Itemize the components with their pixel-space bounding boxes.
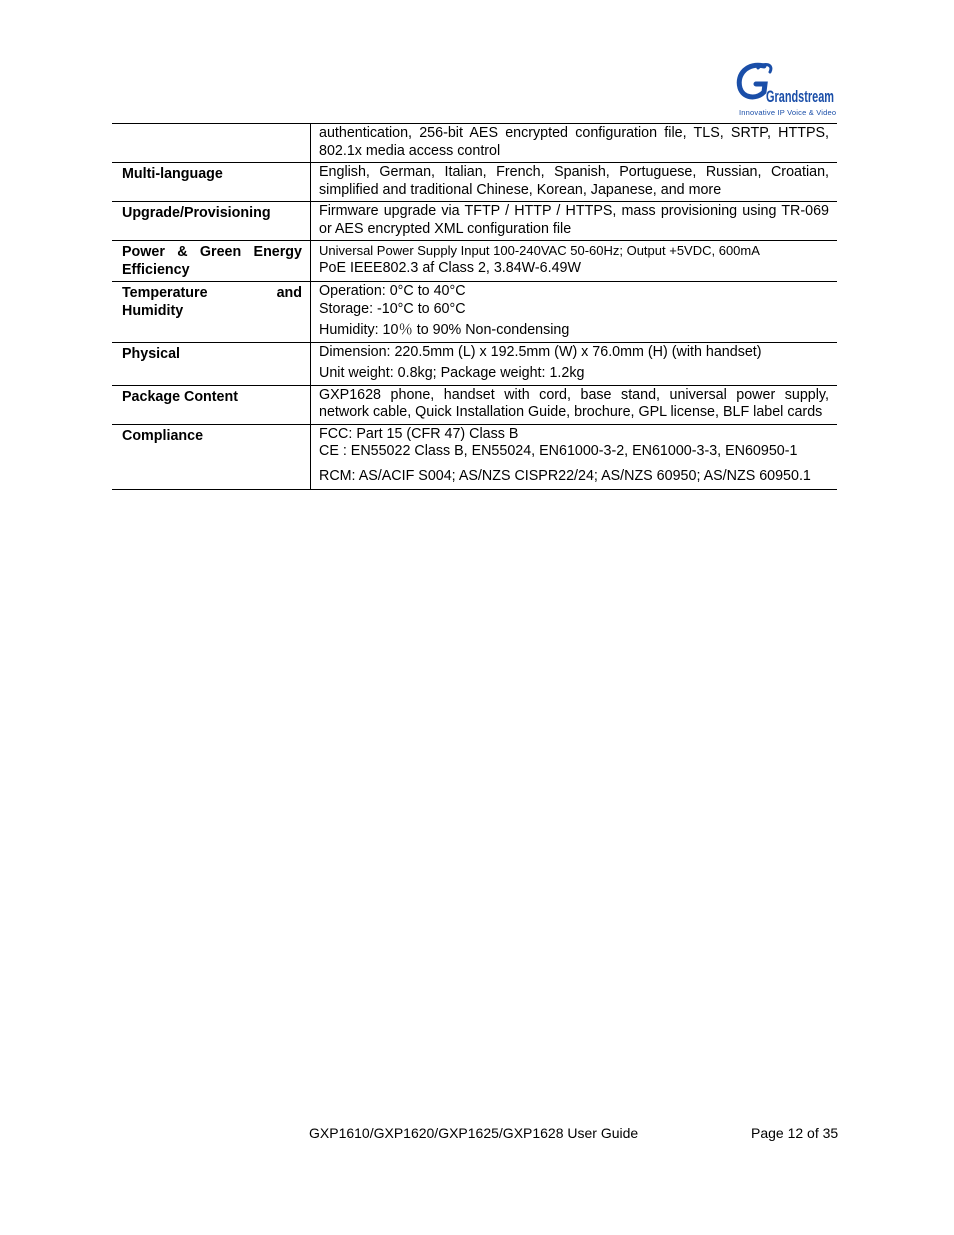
row-value: [311, 124, 838, 163]
value-line: authentication, 256-bit AES encrypted configuration file, TLS, SRTP, HTTPS, 802.1x media access control: [319, 125, 829, 159]
table-row: [112, 424, 837, 489]
value-line: Unit weight: 0.8kg; Package weight: 1.2kg: [319, 365, 585, 381]
row-label-text: Temperature and Humidity: [122, 285, 302, 319]
table-row: [112, 124, 837, 163]
grandstream-logo: [734, 60, 838, 120]
value-line: FCC: Part 15 (CFR 47) Class B: [319, 425, 519, 442]
logo-wordmark: Grandstream: [766, 87, 834, 106]
row-label-text: Power & Green Energy Efficiency: [122, 244, 302, 278]
value-line: English, German, Italian, French, Spanish, Portuguese, Russian, Croatian, simplified and traditional Chinese, Korean, Japanese, and more: [319, 164, 829, 198]
value-line: Dimension: 220.5mm (L) x 192.5mm (W) x 76.0mm (H) (with handset): [319, 343, 762, 360]
value-line: Humidity: 10％ to 90% Non-condensing: [319, 322, 570, 338]
value-line: Operation: 0°C to 40°C: [319, 283, 466, 299]
footer-page-number: Page 12 of 35: [751, 1125, 839, 1141]
row-label: [112, 282, 311, 343]
table-row: [112, 282, 837, 343]
row-value: [311, 282, 838, 343]
row-value: [311, 241, 838, 282]
value-line: Storage: -10°C to 60°C: [319, 300, 466, 317]
value-line: RCM: AS/ACIF S004; AS/NZS CISPR22/24; AS/NZS 60950; AS/NZS 60950.1: [319, 467, 811, 484]
table-row: [112, 385, 837, 424]
row-value: [311, 202, 838, 241]
row-label: [112, 124, 311, 163]
row-value: [311, 424, 838, 489]
row-label: Upgrade/Provisioning: [112, 202, 311, 241]
table-row: [112, 202, 837, 241]
spec-table: [112, 123, 837, 490]
value-line: CE : EN55022 Class B, EN55024, EN61000-3-2, EN61000-3-3, EN60950-1: [319, 443, 798, 459]
table-row: [112, 241, 837, 282]
row-label: Physical: [112, 342, 311, 385]
logo-tagline: Innovative IP Voice & Video: [739, 108, 837, 117]
logo-graphic: [734, 60, 838, 110]
row-label: Compliance: [112, 424, 311, 489]
value-line: GXP1628 phone, handset with cord, base stand, universal power supply, network cable, Quick Installation Guide, brochure, GPL license, BLF label cards: [319, 386, 829, 420]
row-value: [311, 385, 838, 424]
value-line: Universal Power Supply Input 100-240VAC 50-60Hz; Output +5VDC, 600mA: [319, 243, 760, 258]
value-line: Firmware upgrade via TFTP / HTTP / HTTPS, mass provisioning using TR-069 or AES encrypted XML configuration file: [319, 203, 829, 237]
value-line: PoE IEEE802.3 af Class 2, 3.84W-6.49W: [319, 259, 581, 276]
row-value: [311, 163, 838, 202]
table-row: [112, 342, 837, 385]
row-label: Package Content: [112, 385, 311, 424]
row-value: [311, 342, 838, 385]
row-label: Multi-language: [112, 163, 311, 202]
table-row: [112, 163, 837, 202]
row-label: [112, 241, 311, 282]
footer-title: GXP1610/GXP1620/GXP1625/GXP1628 User Guide: [309, 1125, 639, 1141]
